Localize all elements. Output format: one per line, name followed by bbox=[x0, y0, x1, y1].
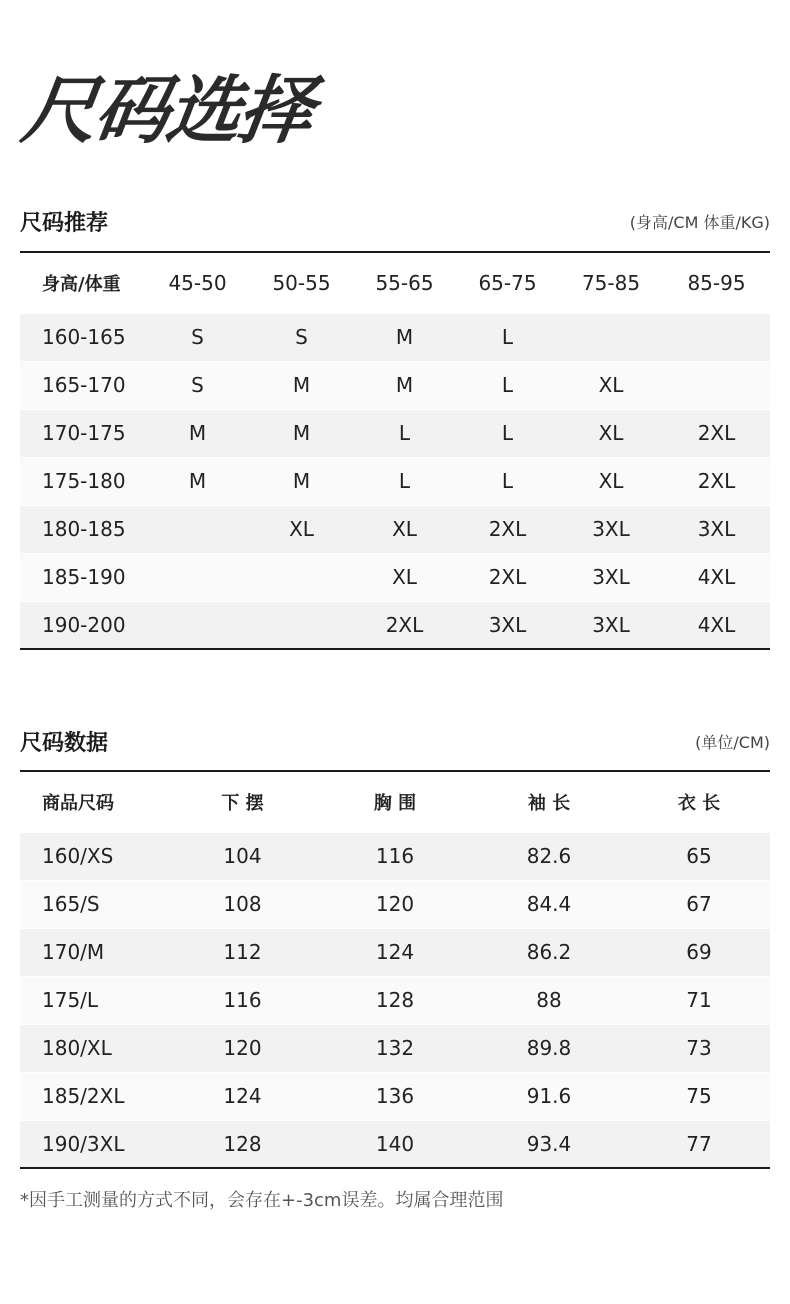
recommend-cell: L bbox=[398, 421, 411, 445]
measurement-row-label: 190/3XL bbox=[42, 1131, 125, 1156]
recommend-cell: XL bbox=[289, 517, 314, 541]
measurement-cell: 128 bbox=[375, 988, 415, 1012]
measurements-title: 尺码数据 bbox=[20, 731, 109, 756]
table-row bbox=[20, 361, 770, 409]
measurement-cell: 112 bbox=[223, 940, 262, 964]
column-header: 胸 围 bbox=[373, 792, 417, 814]
measurement-cell: 75 bbox=[686, 1084, 712, 1108]
column-header: 下 摆 bbox=[221, 792, 264, 814]
measurement-cell: 128 bbox=[223, 1131, 262, 1156]
measurement-cell: 89.8 bbox=[526, 1036, 572, 1060]
measurement-cell: 124 bbox=[223, 1084, 262, 1108]
recommend-row-label: 170-175 bbox=[42, 421, 126, 445]
recommend-cell: M bbox=[292, 469, 311, 493]
measurement-cell: 73 bbox=[686, 1036, 712, 1060]
recommend-cell: L bbox=[501, 325, 514, 349]
recommend-cell: M bbox=[395, 373, 414, 397]
recommend-cell: M bbox=[292, 373, 311, 397]
recommend-cell: 3XL bbox=[488, 612, 527, 637]
size-measurements-table bbox=[20, 770, 770, 1169]
measurement-cell: 71 bbox=[686, 988, 712, 1012]
recommend-title: 尺码推荐 bbox=[20, 211, 109, 236]
recommend-cell bbox=[663, 361, 770, 409]
measurement-cell: 91.6 bbox=[526, 1084, 572, 1108]
measurement-cell: 88 bbox=[536, 988, 562, 1012]
recommend-cell: 4XL bbox=[697, 612, 736, 637]
recommend-cell bbox=[145, 553, 250, 601]
recommend-cell: M bbox=[188, 421, 207, 445]
measurement-cell: 140 bbox=[375, 1131, 415, 1156]
table-row bbox=[20, 976, 770, 1024]
column-header: 身高/体重 bbox=[42, 273, 121, 295]
table-row bbox=[20, 457, 770, 505]
measurement-cell: 84.4 bbox=[526, 892, 572, 916]
measurements-unit: (单位/CM) bbox=[695, 733, 770, 752]
recommend-row-label: 180-185 bbox=[42, 517, 126, 541]
recommend-cell: 2XL bbox=[697, 421, 736, 445]
column-header: 65-75 bbox=[478, 270, 537, 295]
recommend-cell: S bbox=[295, 325, 308, 349]
measurement-cell: 108 bbox=[223, 892, 262, 916]
table-row bbox=[20, 409, 770, 457]
measurement-row-label: 170/M bbox=[42, 940, 105, 964]
recommend-cell bbox=[250, 553, 353, 601]
recommend-cell: S bbox=[191, 325, 204, 349]
measurement-cell: 124 bbox=[375, 940, 415, 964]
measurement-cell: 65 bbox=[686, 844, 712, 868]
measurement-cell: 132 bbox=[375, 1036, 415, 1060]
recommend-cell bbox=[145, 505, 250, 553]
recommend-cell: 2XL bbox=[488, 517, 527, 541]
recommend-cell: M bbox=[188, 469, 207, 493]
table-row bbox=[20, 928, 770, 976]
recommend-cell: 3XL bbox=[697, 517, 736, 541]
size-recommendation-table bbox=[20, 251, 770, 650]
table-row bbox=[20, 553, 770, 601]
recommend-section-header bbox=[20, 206, 770, 237]
table-row bbox=[20, 1120, 770, 1168]
recommend-row-label: 175-180 bbox=[42, 469, 126, 493]
recommend-cell: M bbox=[395, 325, 414, 349]
measurement-row-label: 165/S bbox=[42, 892, 100, 916]
recommend-cell: L bbox=[398, 469, 411, 493]
recommend-cell: 2XL bbox=[385, 612, 424, 637]
recommend-cell: 2XL bbox=[697, 469, 736, 493]
recommend-cell: L bbox=[501, 421, 514, 445]
table-header-row bbox=[20, 252, 770, 313]
column-header: 衣 长 bbox=[677, 792, 721, 814]
column-header: 75-85 bbox=[581, 270, 641, 295]
measurement-cell: 116 bbox=[223, 988, 262, 1012]
recommend-cell: L bbox=[501, 469, 514, 493]
table-row bbox=[20, 1072, 770, 1120]
measurement-cell: 93.4 bbox=[526, 1131, 572, 1156]
measurement-cell: 120 bbox=[223, 1036, 262, 1060]
measurement-cell: 136 bbox=[375, 1084, 415, 1108]
measurement-cell: 86.2 bbox=[526, 940, 572, 964]
measurement-cell: 67 bbox=[686, 892, 712, 916]
measurement-cell: 77 bbox=[686, 1131, 712, 1156]
measurement-cell: 104 bbox=[223, 844, 262, 868]
recommend-cell: XL bbox=[598, 421, 624, 445]
recommend-row-label: 160-165 bbox=[42, 325, 126, 349]
measurement-cell: 120 bbox=[375, 892, 415, 916]
recommend-row-label: 190-200 bbox=[42, 612, 126, 637]
recommend-cell bbox=[663, 313, 770, 361]
table-row bbox=[20, 1024, 770, 1072]
recommend-cell bbox=[250, 601, 353, 649]
measurement-row-label: 180/XL bbox=[42, 1036, 112, 1060]
column-header: 55-65 bbox=[375, 270, 434, 295]
recommend-cell: M bbox=[292, 421, 311, 445]
recommend-cell: 3XL bbox=[592, 517, 630, 541]
measurements-section-header bbox=[20, 726, 770, 757]
table-row bbox=[20, 313, 770, 361]
table-row bbox=[20, 880, 770, 928]
measurement-cell: 82.6 bbox=[526, 844, 572, 868]
recommend-cell: XL bbox=[598, 469, 624, 493]
recommend-unit: (身高/CM 体重/KG) bbox=[629, 213, 770, 232]
measurement-footnote: *因手工测量的方式不同，会存在+-3cm误差。均属合理范围 bbox=[20, 1190, 504, 1211]
page-title: 尺码选择 bbox=[17, 68, 318, 154]
recommend-cell: 3XL bbox=[592, 612, 630, 637]
recommend-cell: XL bbox=[598, 373, 624, 397]
table-header-row bbox=[20, 771, 770, 832]
recommend-cell: XL bbox=[392, 565, 417, 589]
recommend-cell bbox=[145, 601, 250, 649]
table-row bbox=[20, 601, 770, 649]
column-header: 袖 长 bbox=[527, 792, 571, 814]
recommend-cell bbox=[559, 313, 663, 361]
measurement-cell: 116 bbox=[375, 844, 415, 868]
recommend-row-label: 185-190 bbox=[42, 565, 126, 589]
column-header: 85-95 bbox=[687, 270, 746, 295]
recommend-cell: L bbox=[501, 373, 514, 397]
column-header: 45-50 bbox=[168, 270, 227, 295]
table-row bbox=[20, 832, 770, 880]
recommend-cell: 3XL bbox=[592, 565, 630, 589]
measurement-row-label: 185/2XL bbox=[42, 1084, 125, 1108]
recommend-row-label: 165-170 bbox=[42, 373, 126, 397]
table-row bbox=[20, 505, 770, 553]
measurement-row-label: 175/L bbox=[42, 988, 99, 1012]
measurement-cell: 69 bbox=[686, 940, 712, 964]
recommend-cell: S bbox=[191, 373, 204, 397]
measurement-row-label: 160/XS bbox=[42, 844, 114, 868]
recommend-cell: 2XL bbox=[488, 565, 527, 589]
recommend-cell: 4XL bbox=[697, 565, 736, 589]
column-header: 商品尺码 bbox=[42, 792, 114, 814]
column-header: 50-55 bbox=[272, 270, 331, 295]
recommend-cell: XL bbox=[392, 517, 417, 541]
